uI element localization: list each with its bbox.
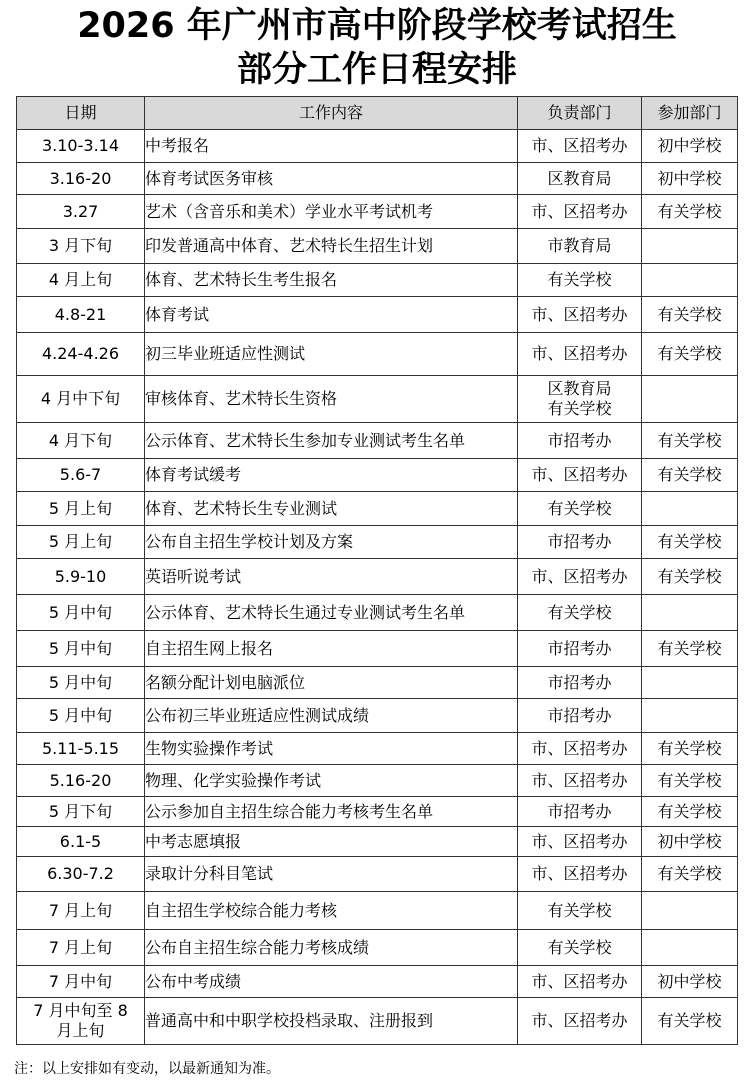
date-cell: 5.9-10 [17, 559, 145, 595]
table-row [17, 195, 738, 229]
date-cell: 4 月上旬 [17, 264, 145, 297]
content-cell: 中考志愿填报 [145, 827, 518, 857]
responsible-dept-cell: 市、区招考办 [518, 459, 642, 492]
page-title-line-1: 2026 年广州市高中阶段学校考试招生 [77, 6, 677, 46]
responsible-dept-cell: 市、区招考办 [518, 195, 642, 229]
content-cell: 体育、艺术特长生考生报名 [145, 264, 518, 297]
table-row [17, 526, 738, 559]
table-body [17, 130, 738, 1045]
participating-dept-cell: 有关学校 [642, 559, 738, 595]
responsible-dept-cell: 市、区招考办 [518, 827, 642, 857]
content-cell: 体育、艺术特长生专业测试 [145, 492, 518, 526]
responsible-dept-cell: 市招考办 [518, 797, 642, 827]
footnote: 注：以上安排如有变动，以最新通知为准。 [14, 1061, 280, 1077]
participating-dept-cell: 初中学校 [642, 827, 738, 857]
participating-dept-cell: 有关学校 [642, 631, 738, 667]
participating-dept-cell: 初中学校 [642, 966, 738, 998]
content-cell: 艺术（含音乐和美术）学业水平考试机考 [145, 195, 518, 229]
page-title-line-2: 部分工作日程安排 [236, 50, 517, 90]
date-cell: 4 月下旬 [17, 423, 145, 459]
content-cell: 体育考试医务审核 [145, 163, 518, 195]
content-cell: 公示参加自主招生综合能力考核考生名单 [145, 797, 518, 827]
participating-dept-cell: 有关学校 [642, 526, 738, 559]
participating-dept-cell: 有关学校 [642, 797, 738, 827]
participating-dept-cell: 有关学校 [642, 459, 738, 492]
content-cell: 公示体育、艺术特长生通过专业测试考生名单 [145, 595, 518, 631]
participating-dept-cell [642, 892, 738, 930]
responsible-dept-cell: 市招考办 [518, 667, 642, 699]
header-responsible-dept: 负责部门 [518, 97, 642, 130]
content-cell: 自主招生网上报名 [145, 631, 518, 667]
content-cell: 公布自主招生学校计划及方案 [145, 526, 518, 559]
participating-dept-cell: 有关学校 [642, 733, 738, 765]
date-cell: 5 月中旬 [17, 631, 145, 667]
responsible-dept-cell: 市、区招考办 [518, 733, 642, 765]
table-row [17, 376, 738, 423]
content-cell: 公布中考成绩 [145, 966, 518, 998]
participating-dept-cell: 有关学校 [642, 195, 738, 229]
content-cell: 审核体育、艺术特长生资格 [145, 376, 518, 423]
participating-dept-cell: 初中学校 [642, 130, 738, 163]
responsible-dept-cell: 有关学校 [518, 930, 642, 966]
schedule-table [16, 96, 738, 1045]
date-cell: 5.16-20 [17, 765, 145, 797]
date-cell: 7 月上旬 [17, 892, 145, 930]
responsible-dept-cell: 市、区招考办 [518, 966, 642, 998]
responsible-dept-cell: 有关学校 [518, 264, 642, 297]
table-row [17, 333, 738, 376]
date-cell: 5 月上旬 [17, 526, 145, 559]
content-cell: 录取计分科目笔试 [145, 857, 518, 892]
responsible-dept-cell: 有关学校 [518, 595, 642, 631]
header-content: 工作内容 [145, 97, 518, 130]
date-cell: 5 月中旬 [17, 699, 145, 733]
header-date: 日期 [17, 97, 145, 130]
participating-dept-cell: 初中学校 [642, 163, 738, 195]
table-row [17, 631, 738, 667]
participating-dept-cell [642, 595, 738, 631]
responsible-dept-cell: 市招考办 [518, 631, 642, 667]
date-cell: 5.6-7 [17, 459, 145, 492]
content-cell: 体育考试缓考 [145, 459, 518, 492]
participating-dept-cell: 有关学校 [642, 857, 738, 892]
date-cell: 5 月下旬 [17, 797, 145, 827]
date-cell: 5 月中旬 [17, 667, 145, 699]
participating-dept-cell [642, 229, 738, 264]
table-row [17, 699, 738, 733]
date-cell: 7 月中旬至 8 月上旬 [17, 998, 145, 1045]
participating-dept-cell [642, 376, 738, 423]
table-row [17, 130, 738, 163]
table-row [17, 930, 738, 966]
content-cell: 自主招生学校综合能力考核 [145, 892, 518, 930]
table-row [17, 264, 738, 297]
table-row [17, 857, 738, 892]
responsible-dept-cell: 区教育局 有关学校 [518, 376, 642, 423]
content-cell: 名额分配计划电脑派位 [145, 667, 518, 699]
date-cell: 5 月上旬 [17, 492, 145, 526]
date-cell: 3.10-3.14 [17, 130, 145, 163]
table-header-row [17, 97, 738, 130]
date-cell: 4 月中下旬 [17, 376, 145, 423]
participating-dept-cell [642, 492, 738, 526]
table-row [17, 423, 738, 459]
date-cell: 3.27 [17, 195, 145, 229]
date-cell: 7 月上旬 [17, 930, 145, 966]
responsible-dept-cell: 区教育局 [518, 163, 642, 195]
date-cell: 3.16-20 [17, 163, 145, 195]
responsible-dept-cell: 市招考办 [518, 699, 642, 733]
table-row [17, 459, 738, 492]
table-row [17, 163, 738, 195]
participating-dept-cell: 有关学校 [642, 333, 738, 376]
participating-dept-cell: 有关学校 [642, 765, 738, 797]
content-cell: 生物实验操作考试 [145, 733, 518, 765]
responsible-dept-cell: 有关学校 [518, 892, 642, 930]
responsible-dept-cell: 市、区招考办 [518, 998, 642, 1045]
responsible-dept-cell: 市、区招考办 [518, 130, 642, 163]
responsible-dept-cell: 有关学校 [518, 492, 642, 526]
content-cell: 初三毕业班适应性测试 [145, 333, 518, 376]
date-cell: 4.8-21 [17, 297, 145, 333]
content-cell: 中考报名 [145, 130, 518, 163]
table-row [17, 797, 738, 827]
table-row [17, 229, 738, 264]
participating-dept-cell [642, 264, 738, 297]
participating-dept-cell: 有关学校 [642, 423, 738, 459]
content-cell: 体育考试 [145, 297, 518, 333]
table-row [17, 559, 738, 595]
header-participating-dept: 参加部门 [642, 97, 738, 130]
participating-dept-cell: 有关学校 [642, 297, 738, 333]
date-cell: 7 月中旬 [17, 966, 145, 998]
content-cell: 印发普通高中体育、艺术特长生招生计划 [145, 229, 518, 264]
responsible-dept-cell: 市、区招考办 [518, 857, 642, 892]
table-row [17, 998, 738, 1045]
table-row [17, 297, 738, 333]
table-row [17, 892, 738, 930]
date-cell: 5.11-5.15 [17, 733, 145, 765]
date-cell: 6.1-5 [17, 827, 145, 857]
responsible-dept-cell: 市、区招考办 [518, 559, 642, 595]
responsible-dept-cell: 市、区招考办 [518, 333, 642, 376]
date-cell: 3 月下旬 [17, 229, 145, 264]
table-row [17, 492, 738, 526]
date-cell: 6.30-7.2 [17, 857, 145, 892]
responsible-dept-cell: 市、区招考办 [518, 765, 642, 797]
responsible-dept-cell: 市招考办 [518, 423, 642, 459]
table-row [17, 733, 738, 765]
participating-dept-cell [642, 930, 738, 966]
participating-dept-cell [642, 699, 738, 733]
content-cell: 物理、化学实验操作考试 [145, 765, 518, 797]
content-cell: 公示体育、艺术特长生参加专业测试考生名单 [145, 423, 518, 459]
table-row [17, 595, 738, 631]
responsible-dept-cell: 市、区招考办 [518, 297, 642, 333]
responsible-dept-cell: 市教育局 [518, 229, 642, 264]
content-cell: 英语听说考试 [145, 559, 518, 595]
table-row [17, 765, 738, 797]
content-cell: 公布自主招生综合能力考核成绩 [145, 930, 518, 966]
content-cell: 普通高中和中职学校投档录取、注册报到 [145, 998, 518, 1045]
date-cell: 5 月中旬 [17, 595, 145, 631]
responsible-dept-cell: 市招考办 [518, 526, 642, 559]
date-cell: 4.24-4.26 [17, 333, 145, 376]
participating-dept-cell: 有关学校 [642, 998, 738, 1045]
table-row [17, 827, 738, 857]
table-row [17, 667, 738, 699]
content-cell: 公布初三毕业班适应性测试成绩 [145, 699, 518, 733]
table-row [17, 966, 738, 998]
participating-dept-cell [642, 667, 738, 699]
